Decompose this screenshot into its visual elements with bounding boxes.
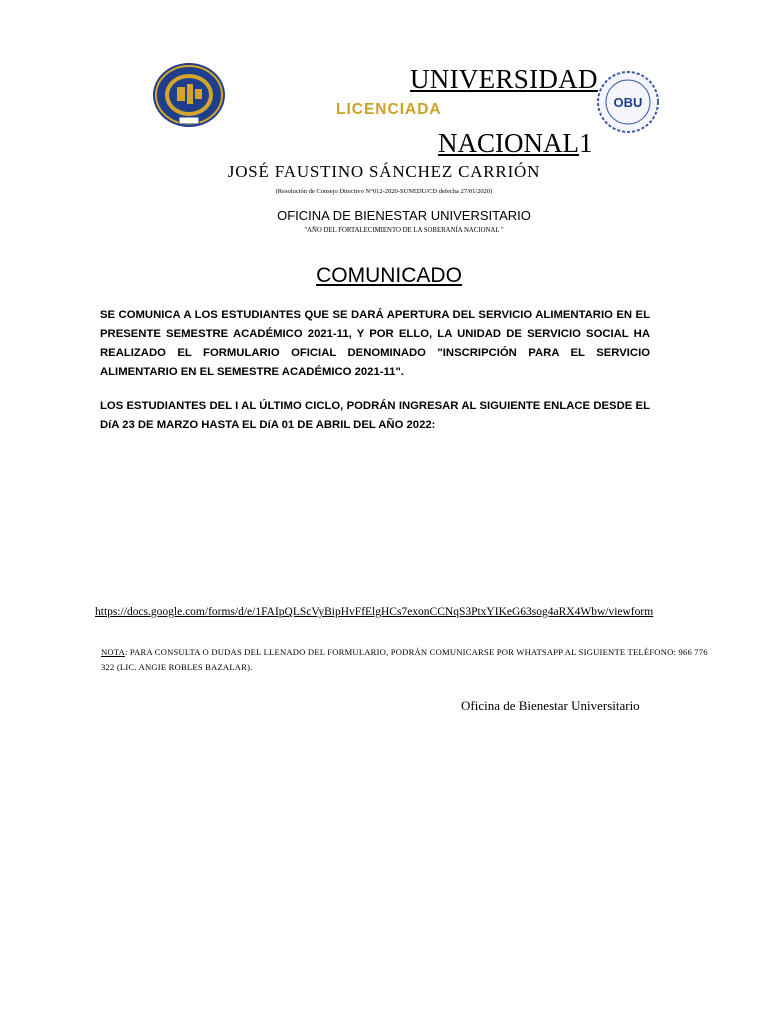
announcement-paragraph-2: LOS ESTUDIANTES DEL I AL ÚLTIMO CICLO, PODRÁN INGRESAR AL SIGUIENTE ENLACE DESDE EL DíA 23 DE MARZO HASTA EL DíA 01 DE ABRIL DEL AÑO 2022: [100,400,650,431]
licenciada-label: LICENCIADA [336,101,442,118]
nacional-word: NACIONAL [438,128,579,158]
university-seal-icon [152,62,226,128]
year-motto: "AÑO DEL FORTALECIMIENTO DE LA SOBERANÍA NACIONAL " [304,227,504,234]
resolution-note: (Resolución de Consejo Directivo N°012-2020-SUNEDU/CD defecha 27/01/2020) [275,188,493,195]
university-title-line1: UNIVERSIDAD [410,64,598,94]
nacional-suffix: 1 [579,128,593,158]
university-title-line3: JOSÉ FAUSTINO SÁNCHEZ CARRIÓN [227,162,541,181]
university-title-line2 [438,128,593,159]
note-paragraph [101,645,711,675]
office-seal-text: OBU [613,95,643,110]
note-label: NOTA [101,647,125,657]
note-text: : PARA CONSULTA O DUDAS DEL LLENADO DEL FORMULARIO, PODRÁN COMUNICARSE POR WHATSAPP AL SIGUIENTE TELÉFONO: 966 776 322 (LIC. ANGIE ROBLES BAZALAR). [101,647,708,672]
signature-line: Oficina de Bienestar Universitario [461,698,640,713]
office-title: OFICINA DE BIENESTAR UNIVERSITARIO [277,208,531,223]
office-seal-icon [596,70,660,134]
document-heading: COMUNICADO [316,264,462,287]
announcement-paragraph-1: SE COMUNICA A LOS ESTUDIANTES QUE SE DARÁ APERTURA DEL SERVICIO ALIMENTARIO EN EL PRESENTE SEMESTRE ACADÉMICO 2021-11, Y POR ELLO, LA UNIDAD DE SERVICIO SOCIAL HA REALIZADO EL FORMULARIO OFICIAL DENOMINADO "INSCRIPCIÓN PARA EL SERVICIO ALIMENTARIO EN EL SEMESTRE ACADÉMICO 2021-11". [100,309,650,378]
form-link[interactable]: https://docs.google.com/forms/d/e/1FAIpQLScVyBipHvFfElgHCs7exonCCNqS3PtxYIKeG63sog4aRX4Wbw/viewform [95,606,654,618]
